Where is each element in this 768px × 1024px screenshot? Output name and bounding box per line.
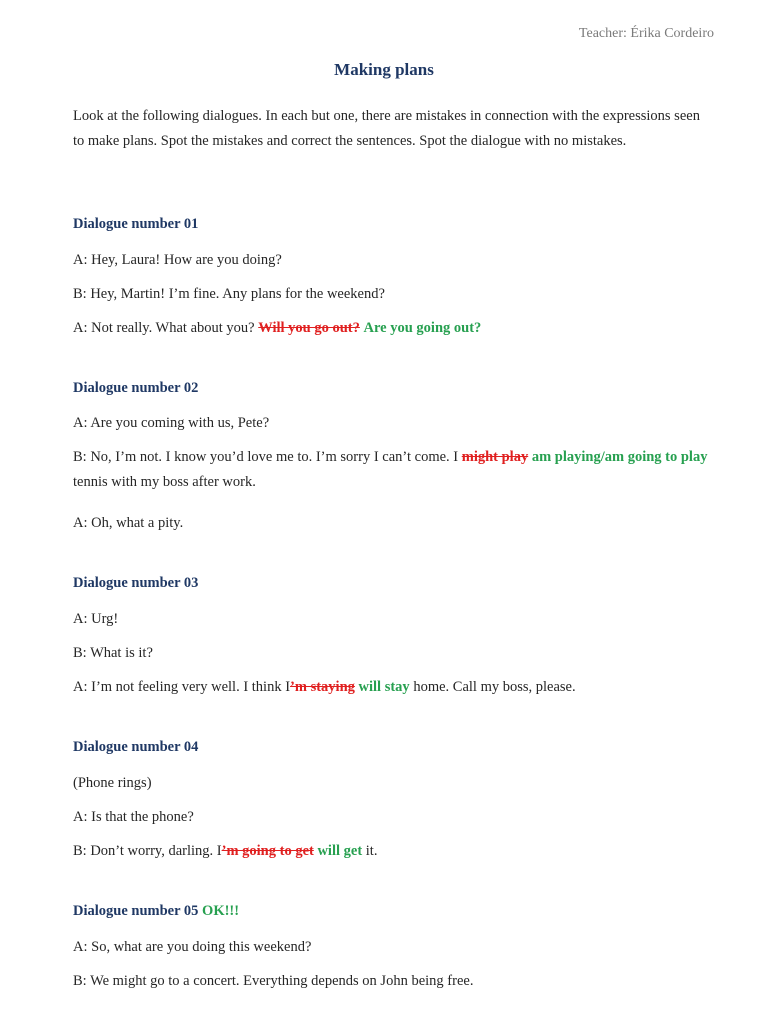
mistake-text: ’m going to get	[221, 843, 314, 859]
dialogue-05-line-2: B: We might go to a concert. Everything depends on John being free.	[73, 973, 474, 989]
correction-text: Are you going out?	[363, 320, 482, 336]
dialogue-05-heading	[73, 903, 239, 920]
dialogue-04-line-3	[73, 839, 713, 864]
correction-text: am playing/am going to play	[531, 449, 708, 465]
mistake-text: might play	[461, 449, 529, 465]
dialogue-03-line-3	[73, 675, 713, 700]
dialogue-01-line-1: A: Hey, Laura! How are you doing?	[73, 252, 282, 268]
line-text: B: Don’t worry, darling. I	[73, 843, 222, 859]
correction-text: will get	[317, 843, 363, 859]
dialogue-02-line-1: A: Are you coming with us, Pete?	[73, 415, 270, 431]
ok-badge: OK!!!	[202, 903, 240, 919]
instructions-paragraph: Look at the following dialogues. In each but one, there are mistakes in connection with the expressions seen to make plans. Spot the mistakes and correct the sentences. Spot the dialogue with no mistakes.	[73, 108, 700, 149]
dialogue-02-heading: Dialogue number 02	[73, 380, 199, 396]
dialogue-01-line-3	[73, 316, 713, 341]
dialogue-02-line-2	[73, 445, 713, 495]
mistake-text: Will you go out?	[258, 320, 360, 336]
dialogue-05-title: Dialogue number 05	[73, 903, 199, 919]
dialogue-03-heading: Dialogue number 03	[73, 575, 199, 591]
line-text: A: I’m not feeling very well. I think I	[73, 679, 291, 695]
dialogue-01-heading: Dialogue number 01	[73, 216, 199, 232]
dialogue-02-line-3: A: Oh, what a pity.	[73, 515, 184, 531]
line-text: B: No, I’m not. I know you’d love me to. I’m sorry I can’t come. I	[73, 449, 462, 465]
dialogue-04-line-1: (Phone rings)	[73, 775, 152, 791]
correction-text: will stay	[358, 679, 410, 695]
line-text: home. Call my boss, please.	[409, 679, 576, 695]
document-title: Making plans	[334, 60, 434, 79]
mistake-text: ’m staying	[290, 679, 355, 695]
line-text: tennis with my boss after work.	[73, 474, 256, 490]
dialogue-01-line-2: B: Hey, Martin! I’m fine. Any plans for the weekend?	[73, 286, 385, 302]
dialogue-05-line-1: A: So, what are you doing this weekend?	[73, 939, 312, 955]
dialogue-03-line-2: B: What is it?	[73, 645, 153, 661]
line-text: it.	[362, 843, 378, 859]
teacher-name: Teacher: Érika Cordeiro	[578, 26, 714, 41]
line-text: A: Not really. What about you?	[73, 320, 259, 336]
dialogue-04-line-2: A: Is that the phone?	[73, 809, 194, 825]
dialogue-04-heading: Dialogue number 04	[73, 739, 199, 755]
dialogue-03-line-1: A: Urg!	[73, 611, 119, 627]
